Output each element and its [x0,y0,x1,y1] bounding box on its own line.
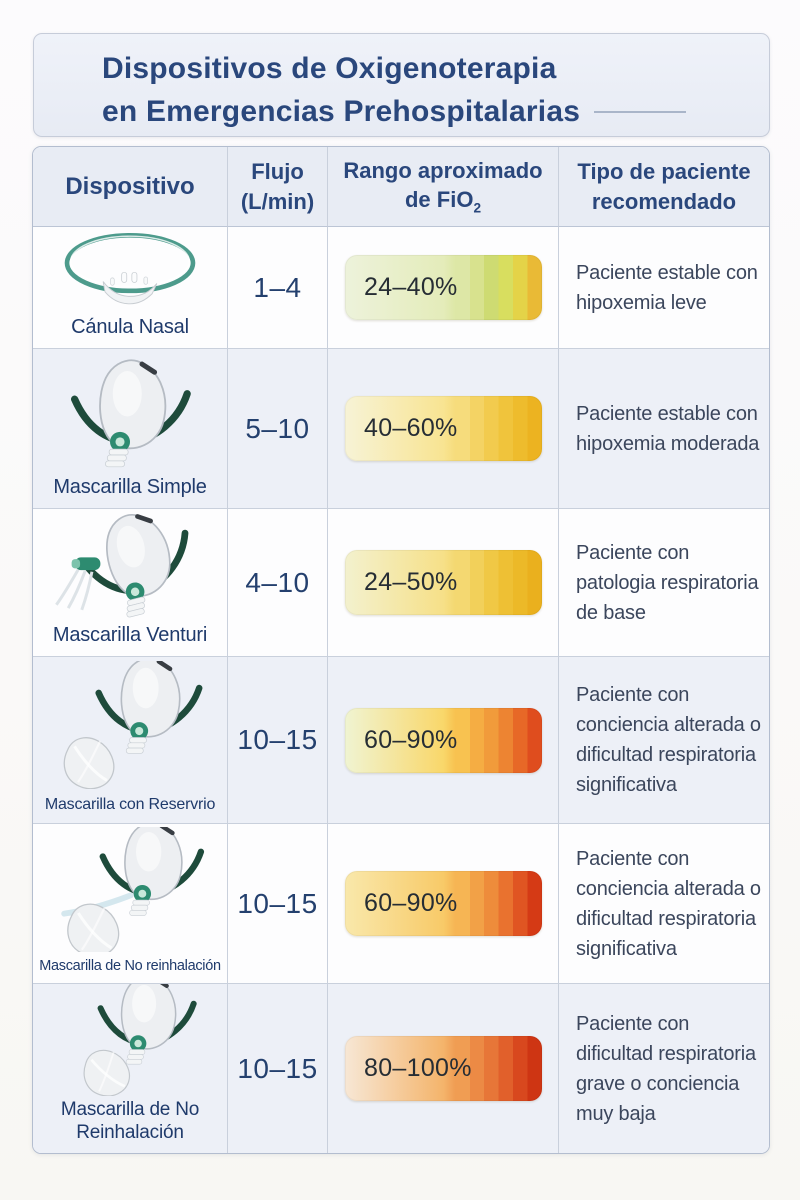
fio2-range-label: 60–90% [364,725,458,754]
device-name: Mascarilla Simple [53,476,207,498]
title-line1: Dispositivos de Oxigenoterapia [102,52,557,85]
device-name: Cánula Nasal [71,316,189,338]
reservoir-mask-icon [40,661,220,789]
table-row-4-fio2 [328,657,559,824]
table-row-6-flow: 10–15 [228,984,328,1153]
fio2-range-label: 80–100% [364,1054,472,1082]
table-row-3-flow: 4–10 [228,509,328,657]
table-row-4-flow: 10–15 [228,657,328,824]
fio2-range-label: 40–60% [364,414,458,442]
table-row-1-patient: Paciente estable con hipoxemia leve [559,227,769,349]
device-name: Mascarilla con Reservrio [44,796,216,813]
fio2-bar [345,396,542,461]
device-name: Mascarilla de No reinhalación [39,957,221,974]
fio2-bar [345,708,542,773]
table-row-6-patient: Paciente con dificultad respiratoria grave o conciencia muy baja [559,984,769,1153]
oxygen-devices-table [32,146,770,1154]
table-row-1-device [33,227,228,349]
table-row-5-device [33,824,228,984]
simple-mask-icon [40,352,220,470]
table-row-5-patient: Paciente con conciencia alterada o dificultad respiratoria significativa [559,824,769,984]
nasal-cannula-icon [40,227,220,313]
device-name: Mascarilla de No Reinhalación [60,1098,200,1144]
fio2-range-label: 60–90% [364,889,458,917]
header-patient: Tipo de paciente recomendado [559,147,769,227]
device-name: Mascarilla Venturi [52,624,208,646]
table-row-2-patient: Paciente estable con hipoxemia moderada [559,349,769,509]
non-rebreather-mask-icon [40,984,220,1096]
title-dash-line [594,111,686,113]
title-line2: en Emergencias Prehospitalarias [102,94,581,128]
table-row-2-device [33,349,228,509]
header-fio2: Rango aproximado de FiO$_2$ [328,147,559,227]
fio2-bar [345,871,542,936]
header-flow: Flujo (L/min) [228,147,328,227]
table-row-3-fio2 [328,509,559,657]
non-rebreather-mask-icon [40,827,220,952]
fio2-range-label: 24–40% [364,273,458,301]
table-row-3-device [33,509,228,657]
table-row-5-flow: 10–15 [228,824,328,984]
table-row-6-fio2 [328,984,559,1153]
page-title [33,33,770,137]
table-row-1-fio2 [328,227,559,349]
table-row-5-fio2 [328,824,559,984]
table-row-4-device [33,657,228,824]
fio2-bar [345,550,542,615]
venturi-mask-icon [40,510,220,620]
table-row-1-flow: 1–4 [228,227,328,349]
table-row-6-device [33,984,228,1153]
table-row-4-patient: Paciente con conciencia alterada o dificultad respiratoria significativa [559,657,769,824]
fio2-bar [345,1036,542,1101]
header-device: Dispositivo [33,147,228,227]
fio2-bar [345,255,542,320]
fio2-range-label: 24–50% [364,568,458,596]
table-row-2-flow: 5–10 [228,349,328,509]
table-row-2-fio2 [328,349,559,509]
table-row-3-patient: Paciente con patologia respiratoria de base [559,509,769,657]
